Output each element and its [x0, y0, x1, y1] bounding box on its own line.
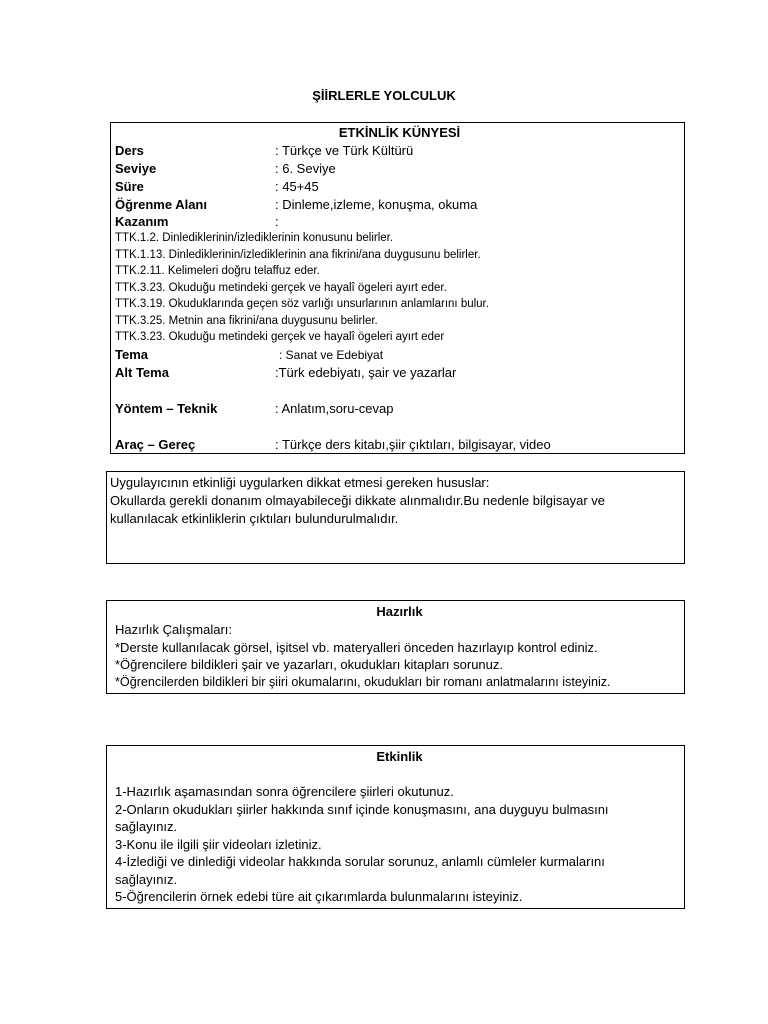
outcome-row: [115, 214, 684, 230]
learning-area-row: [115, 196, 684, 214]
activity-step: 2-Onların okudukları şiirler hakkında sınıf içinde konuşmasını, ana duyguyu bulmasını sağlayınız.: [115, 801, 609, 834]
theme-label: Tema: [115, 346, 148, 362]
objective-item: TTK.3.23. Okuduğu metindeki gerçek ve hayalî ögeleri ayırt eder.: [115, 281, 447, 294]
course-value: : Türkçe ve Türk Kültürü: [275, 143, 414, 158]
method-label: Yöntem – Teknik: [115, 400, 218, 416]
objective-item: TTK.3.25. Metnin ana fikrini/ana duygusunu belirler.: [115, 314, 378, 327]
activity-info-box: [110, 122, 685, 454]
activity-box: [106, 745, 685, 909]
materials-row: [115, 436, 684, 454]
preparation-item: *Öğrencilere bildikleri şair ve yazarları, okudukları kitapları sorunuz.: [115, 657, 503, 672]
method-row: [115, 400, 684, 418]
activity-heading: Etkinlik: [376, 749, 423, 764]
preparation-heading: Hazırlık: [376, 604, 423, 619]
document-title: ŞİİRLERLE YOLCULUK: [312, 88, 456, 103]
subtheme-row: [115, 364, 684, 382]
learning-area-label: Öğrenme Alanı: [115, 197, 207, 212]
objective-item: TTK.1.2. Dinlediklerinin/izlediklerinin konusunu belirler.: [115, 232, 394, 244]
objective-item: TTK.3.19. Okuduklarında geçen söz varlığı unsurlarının anlamlarını bulur.: [115, 298, 489, 310]
subtheme-value: :Türk edebiyatı, şair ve yazarlar: [275, 364, 457, 380]
level-row: [115, 160, 684, 178]
activity-step: 5-Öğrencilerin örnek edebi türe ait çıkarımlarda bulunmalarını isteyiniz.: [115, 889, 523, 904]
duration-row: [115, 178, 684, 196]
preparation-subheading: Hazırlık Çalışmaları:: [115, 622, 233, 637]
objective-item: TTK.3.23. Okuduğu metindeki gerçek ve hayalî ögeleri ayırt eder: [115, 331, 445, 343]
notes-text: Okullarda gerekli donanım olmayabileceği dikkate alınmalıdır.Bu nedenle bilgisayar ve kullanılacak etkinliklerin çıktıları bulundurulmalıdır.: [110, 493, 605, 526]
theme-row: [115, 346, 684, 364]
activity-step: 1-Hazırlık aşamasından sonra öğrencilere şiirleri okutunuz.: [115, 784, 454, 799]
notes-heading: Uygulayıcının etkinliği uygularken dikkat etmesi gereken hususlar:: [110, 475, 490, 490]
objective-item: TTK.2.11. Kelimeleri doğru telaffuz eder.: [115, 265, 320, 277]
materials-value: : Türkçe ders kitabı,şiir çıktıları, bilgisayar, video: [275, 436, 551, 452]
activity-info-heading: ETKİNLİK KÜNYESİ: [338, 125, 461, 140]
activity-step: 3-Konu ile ilgili şiir videoları izletiniz.: [115, 836, 322, 852]
course-row: [115, 142, 684, 160]
materials-label: Araç – Gereç: [115, 436, 196, 452]
instructor-notes-box: [106, 471, 685, 564]
preparation-item: *Öğrencilerden bildikleri bir şiiri okumalarını, okudukları bir romanı anlatmalarını isteyiniz.: [115, 674, 611, 689]
learning-area-value: : Dinleme,izleme, konuşma, okuma: [275, 197, 478, 212]
objective-item: TTK.1.13. Dinlediklerinin/izlediklerinin ana fikrini/ana duygusunu belirler.: [115, 248, 481, 261]
level-value: : 6. Seviye: [275, 161, 336, 176]
duration-label: Süre: [115, 179, 144, 194]
level-label: Seviye: [115, 161, 157, 176]
method-value: : Anlatım,soru-cevap: [275, 400, 394, 416]
preparation-item: *Derste kullanılacak görsel, işitsel vb. materyalleri önceden hazırlayıp kontrol ediniz.: [115, 639, 598, 655]
subtheme-label: Alt Tema: [115, 364, 169, 380]
preparation-box: [106, 600, 685, 694]
outcome-value: :: [275, 214, 279, 229]
course-label: Ders: [115, 143, 144, 158]
duration-value: : 45+45: [275, 179, 319, 194]
theme-value: : Sanat ve Edebiyat: [279, 347, 384, 362]
outcome-label: Kazanım: [115, 214, 169, 229]
activity-step: 4-İzlediği ve dinlediği videolar hakkında sorular sorunuz, anlamlı cümleler kurmalarını sağlayınız.: [115, 854, 605, 887]
